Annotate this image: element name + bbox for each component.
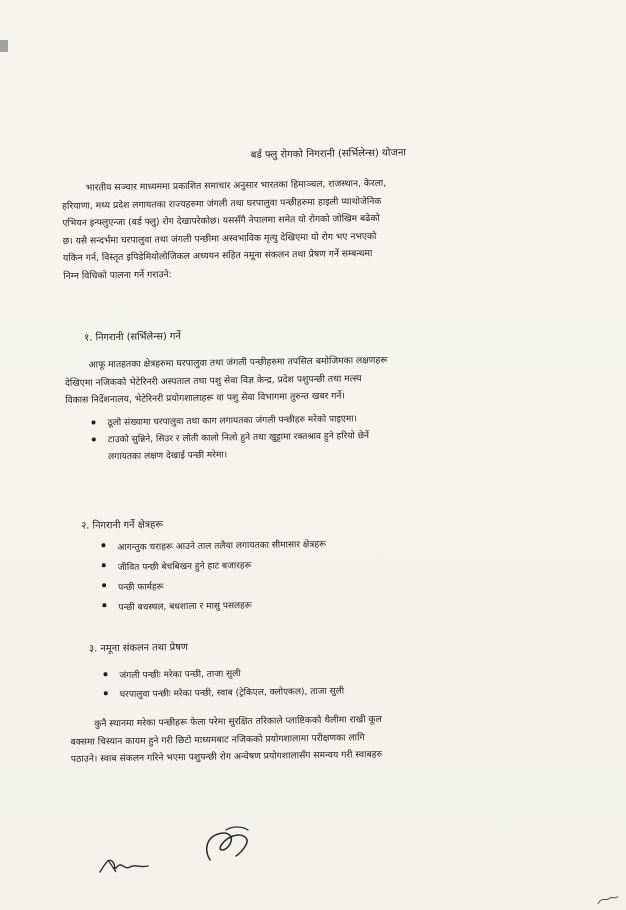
intro-line: यकिन गर्न, विस्तृत इपिडेमियोलोजिकल अध्ययन सहित नमूना संकलन तथा प्रेषण गर्ने सम्बन्धमा bbox=[62, 248, 373, 265]
list-item-text: पन्छी बधस्थल, बधशाला र मासु पसलहरू bbox=[118, 600, 252, 614]
intro-line: हरियाणा, मध्य प्रदेश लगायतका राज्यहरुमा जंगली तथा घरपालुवा पन्छीहरुमा हाइली प्याथोजेनिक bbox=[62, 195, 382, 212]
conclusion-paragraph bbox=[70, 708, 547, 768]
list-item-text: आगन्तुक चराहरू आउने ताल तलैया लगायतका सीमासार क्षेत्रहरू bbox=[117, 539, 327, 554]
list-item-text: घरपालुवा पन्छीः मरेका पन्छी, स्वाब (ट्रेकिएल, क्लोएकल), ताजा सुली bbox=[119, 686, 345, 701]
list-item-text: लगायतका लक्षण देखाई पन्छी मरेमा। bbox=[108, 450, 228, 463]
conclusion-line: कुनै स्थानमा मरेका पन्छीहरू फेला परेमा सुरक्षित तरिकाले प्लाष्टिकको थैलीमा राखी कूल bbox=[94, 713, 382, 730]
bullet-icon bbox=[92, 420, 96, 424]
section-2-heading: २. निगरानी गर्ने क्षेत्रहरू bbox=[81, 519, 164, 532]
section-1-line: देखिएमा नजिकको भेटेरिनरी अस्पताल तथा पशु सेवा विज्ञ केन्द्र, प्रदेश पशुपन्छी तथा मत्स्य bbox=[64, 372, 362, 389]
list-item-text: ठूलो संख्यामा घरपालुवा तथा काग लगायतका जंगली पन्छीहरु मरेको पाइएमा। bbox=[107, 414, 358, 429]
bullet-icon bbox=[92, 437, 96, 441]
intro-paragraph bbox=[62, 172, 540, 285]
bullet-icon bbox=[101, 543, 105, 547]
section-2-bullet-list bbox=[101, 535, 327, 619]
bullet-icon bbox=[102, 603, 106, 607]
bullet-icon bbox=[104, 691, 108, 695]
intro-line: छ। यसै सन्दर्भमा घरपालुवा तथा जंगली पन्छीमा अस्वभाविक मृत्यु देखिएमा यो रोग भए नभएको bbox=[62, 230, 377, 247]
section-1-line: आफू मातहतका क्षेत्रहरुमा घरपालुवा तथा जंगली पन्छीहरुमा तपसिल बमोजिमका लक्षणहरू bbox=[88, 354, 388, 371]
section-1-paragraph bbox=[65, 349, 542, 409]
section-3-heading: ३. नमूना संकलन तथा प्रेषण bbox=[89, 641, 189, 655]
conclusion-line: बक्समा चिस्यान कायम हुने गरी छिटो माध्यमबाट नजिकको प्रयोगशालामा परीक्षणका लागि bbox=[70, 731, 365, 748]
list-item-text: पन्छी फार्महरू bbox=[118, 582, 164, 594]
section-1-bullet-list bbox=[91, 411, 369, 466]
intro-line: एभियन इन्फ्लुएन्जा (बर्ड फ्लु) रोग देखापरेकोछ। यससँगै नेपालमा समेत यो रोगको जोखिम बढेको bbox=[62, 213, 380, 230]
section-1-heading: १. निगरानी (सर्भिलेन्स) गर्ने bbox=[84, 331, 181, 344]
document-title: बर्ड फ्लु रोगको निगरानी (सर्भिलेन्स) योजना bbox=[250, 147, 407, 161]
bullet-icon bbox=[102, 563, 106, 567]
bullet-icon bbox=[102, 583, 106, 587]
list-item-continuation bbox=[92, 445, 369, 466]
bullet-icon bbox=[103, 672, 107, 676]
list-item bbox=[102, 595, 327, 619]
list-item-text: जंगली पन्छीः मरेका पन्छी, ताजा सुली bbox=[119, 669, 241, 682]
section-1-line: विकास निर्देशनालय, भेटेरिनरी प्रयोगशालाहरू वा पशु सेवा विभागमा तुरुन्त खबर गर्ने। bbox=[65, 390, 346, 407]
list-item-text: टाउको सुन्निने, सिउर र लोती कालो निलो हुने तथा खुट्टामा रक्तश्राव हुने हरियो छेर्ने bbox=[107, 431, 370, 446]
section-3-bullet-list bbox=[103, 664, 344, 706]
intro-line: भारतीय सञ्चार माध्यममा प्रकाशित समाचार अनुसार भारतका हिमाञ्चल, राजस्थान, केरला, bbox=[85, 177, 387, 194]
list-item-text: जीवित पन्छी बेचबिखन हुने हाट बजारहरू bbox=[117, 560, 252, 574]
conclusion-line: पठाउने। स्वाब संकलन गरिने भएमा पशुपन्छी रोग अन्वेषण प्रयोगशालासँग समन्वय गरी स्वाबहरु bbox=[70, 749, 383, 766]
list-item bbox=[104, 683, 345, 706]
intro-line: निम्न विधिको पालना गर्ने गराउने: bbox=[63, 269, 172, 282]
